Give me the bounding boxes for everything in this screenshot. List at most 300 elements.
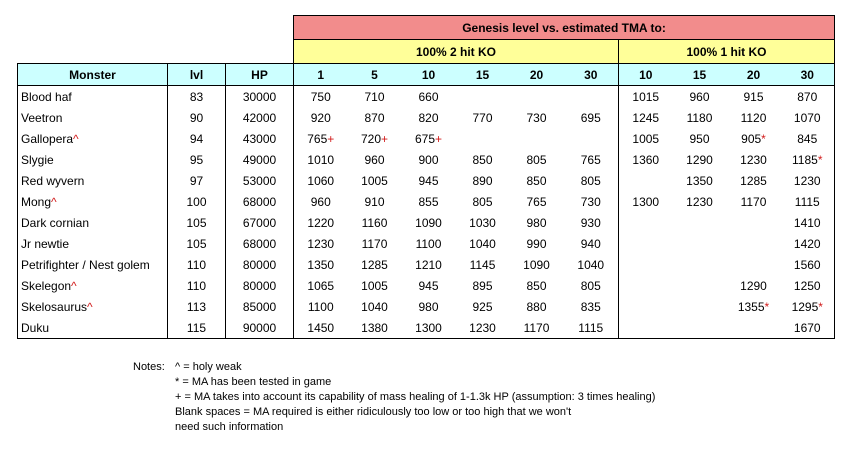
tma-2hit-cell	[510, 296, 564, 317]
cell-value: 110	[186, 257, 207, 272]
lvl-cell	[168, 296, 226, 317]
tma-2hit-cell	[456, 275, 510, 296]
tma-1hit-cell	[727, 191, 781, 212]
lvl-cell	[168, 317, 226, 339]
cell-mark: *	[761, 131, 766, 146]
hp-cell	[226, 296, 294, 317]
cell-value: 67000	[242, 215, 277, 230]
cell-value: 1210	[415, 257, 442, 272]
cell-value: 675	[414, 131, 435, 146]
tma-2hit-cell	[294, 86, 348, 108]
tma-1hit-cell	[781, 254, 835, 275]
monster-name-cell	[18, 254, 168, 275]
hp-cell	[226, 86, 294, 108]
cell-value: 880	[526, 299, 547, 314]
tma-1hit-cell	[673, 296, 727, 317]
tma-2hit-cell	[402, 191, 456, 212]
tma-1hit-cell	[727, 254, 781, 275]
tma-1hit-cell	[727, 212, 781, 233]
cell-value: 900	[418, 152, 439, 167]
cell-value: 1060	[307, 173, 335, 188]
cell-value: 1180	[686, 110, 713, 125]
monster-name-cell	[18, 212, 168, 233]
col-header-2hit-20: 20	[510, 64, 564, 86]
cell-mark: +	[381, 131, 389, 146]
tma-1hit-cell	[673, 149, 727, 170]
tma-2hit-cell	[564, 212, 619, 233]
cell-value: 1090	[415, 215, 442, 230]
cell-value: 1245	[632, 110, 660, 125]
lvl-cell	[168, 170, 226, 191]
tma-1hit-cell	[619, 233, 673, 254]
cell-value: 1115	[578, 320, 604, 335]
cell-value: 820	[418, 110, 439, 125]
monster-name-cell	[18, 317, 168, 339]
cell-value: 960	[689, 89, 710, 104]
tma-1hit-cell	[781, 86, 835, 108]
tma-1hit-cell	[673, 233, 727, 254]
spreadsheet-table-wrapper	[17, 15, 835, 339]
tma-1hit-cell	[673, 86, 727, 108]
table-row	[18, 191, 835, 212]
cell-value: 1040	[469, 236, 496, 251]
tma-2hit-cell	[402, 86, 456, 108]
cell-value: 850	[526, 173, 547, 188]
cell-value: 1115	[794, 194, 820, 209]
cell-value: 1030	[469, 215, 496, 230]
tma-2hit-cell	[348, 191, 402, 212]
tma-1hit-cell	[781, 317, 835, 339]
group-title: Genesis level vs. estimated TMA to:	[294, 16, 835, 40]
tma-1hit-cell	[673, 128, 727, 149]
cell-value: 990	[526, 236, 547, 251]
tma-1hit-cell	[781, 128, 835, 149]
cell-value: 80000	[242, 278, 277, 293]
tma-1hit-cell	[727, 86, 781, 108]
tma-2hit-cell	[456, 170, 510, 191]
cell-value: 805	[580, 278, 601, 293]
monster-name-cell	[18, 86, 168, 108]
cell-value: Petrifighter / Nest golem	[21, 257, 150, 272]
tma-2hit-cell	[510, 275, 564, 296]
cell-value: 1290	[740, 278, 767, 293]
cell-value: 730	[580, 194, 601, 209]
tma-2hit-cell	[456, 191, 510, 212]
table-row	[18, 107, 835, 128]
cell-value: 805	[580, 173, 601, 188]
cell-value: 1295	[791, 299, 819, 314]
tma-2hit-cell	[402, 275, 456, 296]
tma-2hit-cell	[456, 296, 510, 317]
cell-value: 105	[186, 215, 207, 230]
hp-cell	[226, 212, 294, 233]
tma-1hit-cell	[619, 191, 673, 212]
cell-value: 980	[418, 299, 439, 314]
cell-value: 805	[526, 152, 547, 167]
cell-value: 960	[310, 194, 331, 209]
tma-1hit-cell	[619, 170, 673, 191]
cell-value: 1285	[740, 173, 767, 188]
tma-2hit-cell	[456, 149, 510, 170]
cell-value: 1360	[632, 152, 660, 167]
tma-1hit-cell	[727, 128, 781, 149]
cell-value: 1160	[361, 215, 388, 230]
tma-2hit-cell	[456, 233, 510, 254]
tma-2hit-cell	[294, 212, 348, 233]
table-row	[18, 233, 835, 254]
cell-value: Mong	[21, 194, 52, 209]
table-row	[18, 296, 835, 317]
tma-2hit-cell	[294, 191, 348, 212]
tma-2hit-cell	[294, 317, 348, 339]
lvl-cell	[168, 107, 226, 128]
cell-value: 890	[472, 173, 493, 188]
cell-value: 1250	[793, 278, 821, 293]
cell-value: 90	[189, 110, 204, 125]
cell-value: 765	[526, 194, 547, 209]
tma-1hit-cell	[727, 296, 781, 317]
col-header-2hit-30: 30	[564, 64, 619, 86]
cell-value: Skelosaurus	[21, 299, 88, 314]
tma-2hit-cell	[564, 254, 619, 275]
tma-1hit-cell	[619, 212, 673, 233]
table-row	[18, 149, 835, 170]
tma-2hit-cell	[456, 107, 510, 128]
col-header-lvl: lvl	[168, 64, 226, 86]
cell-value: Skelegon	[21, 278, 72, 293]
tma-2hit-cell	[456, 254, 510, 275]
lvl-cell	[168, 149, 226, 170]
cell-value: 85000	[242, 299, 277, 314]
hp-cell	[226, 275, 294, 296]
lvl-cell	[168, 233, 226, 254]
tma-1hit-cell	[619, 128, 673, 149]
cell-value: 1560	[793, 257, 821, 272]
cell-mark: *	[818, 299, 823, 314]
hp-cell	[226, 317, 294, 339]
tma-2hit-cell	[564, 128, 619, 149]
cell-value: 100	[186, 194, 207, 209]
tma-2hit-cell	[456, 128, 510, 149]
lvl-cell	[168, 128, 226, 149]
cell-value: 94	[189, 131, 204, 146]
cell-value: 1350	[307, 257, 335, 272]
tma-2hit-cell	[348, 275, 402, 296]
tma-2hit-cell	[510, 149, 564, 170]
tma-2hit-cell	[294, 128, 348, 149]
cell-value: Jr newtie	[21, 236, 70, 251]
tma-2hit-cell	[510, 233, 564, 254]
tma-1hit-cell	[673, 275, 727, 296]
cell-value: Duku	[21, 320, 50, 335]
tma-2hit-cell	[564, 233, 619, 254]
cell-value: 1015	[632, 89, 660, 104]
col-header-1hit-30: 30	[781, 64, 835, 86]
tma-2hit-cell	[456, 86, 510, 108]
table-row	[18, 86, 835, 108]
hp-cell	[226, 128, 294, 149]
cell-value: 95	[189, 152, 204, 167]
tma-2hit-cell	[456, 317, 510, 339]
table-row	[18, 212, 835, 233]
monster-name-cell	[18, 296, 168, 317]
cell-value: 870	[364, 110, 385, 125]
tma-2hit-cell	[294, 233, 348, 254]
cell-mark: +	[435, 131, 443, 146]
tma-2hit-cell	[348, 254, 402, 275]
lvl-cell	[168, 191, 226, 212]
cell-value: 1420	[793, 236, 821, 251]
tma-2hit-cell	[510, 317, 564, 339]
cell-value: 920	[310, 110, 331, 125]
cell-value: 1005	[361, 173, 388, 188]
cell-value: 850	[472, 152, 493, 167]
cell-value: 950	[689, 131, 710, 146]
tma-1hit-cell	[781, 212, 835, 233]
cell-value: Veetron	[21, 110, 63, 125]
cell-value: 930	[580, 215, 601, 230]
cell-value: 1230	[686, 194, 713, 209]
hp-cell	[226, 191, 294, 212]
cell-value: 925	[472, 299, 493, 314]
tma-2hit-cell	[402, 170, 456, 191]
tma-2hit-cell	[402, 233, 456, 254]
cell-mark: ^	[87, 299, 93, 314]
tma-2hit-cell	[510, 86, 564, 108]
cell-value: 980	[526, 215, 547, 230]
table-row	[18, 317, 835, 339]
cell-mark: *	[817, 152, 823, 167]
cell-value: 870	[797, 89, 818, 104]
cell-value: 1350	[686, 173, 713, 188]
tma-2hit-cell	[510, 170, 564, 191]
tma-2hit-cell	[348, 86, 402, 108]
tma-2hit-cell	[348, 233, 402, 254]
tma-1hit-cell	[619, 296, 673, 317]
cell-value: 1005	[361, 278, 388, 293]
tma-2hit-cell	[348, 296, 402, 317]
col-header-1hit-20: 20	[727, 64, 781, 86]
tma-2hit-cell	[402, 212, 456, 233]
cell-value: 83	[189, 89, 204, 104]
tma-2hit-cell	[294, 170, 348, 191]
subheader-2-hit-ko: 100% 2 hit KO	[294, 40, 619, 64]
tma-1hit-cell	[673, 212, 727, 233]
tma-2hit-cell	[564, 191, 619, 212]
cell-value: Gallopera	[21, 131, 74, 146]
cell-value: 1290	[686, 152, 713, 167]
cell-value: 1040	[577, 257, 605, 272]
cell-value: 1170	[740, 194, 767, 209]
cell-value: 850	[526, 278, 547, 293]
cell-value: 915	[743, 89, 764, 104]
cell-value: Red wyvern	[21, 173, 85, 188]
tma-2hit-cell	[294, 296, 348, 317]
tma-2hit-cell	[510, 254, 564, 275]
note-line: Blank spaces = MA required is either ridiculously too low or too high that we won't	[175, 406, 572, 418]
cell-value: 1170	[361, 236, 388, 251]
cell-value: 1300	[632, 194, 660, 209]
tma-2hit-cell	[294, 149, 348, 170]
cell-value: 80000	[242, 257, 277, 272]
cell-value: 905	[741, 131, 762, 146]
lvl-cell	[168, 212, 226, 233]
tma-2hit-cell	[564, 317, 619, 339]
cell-value: 1410	[793, 215, 821, 230]
lvl-cell	[168, 86, 226, 108]
cell-value: 910	[364, 194, 385, 209]
monster-name-cell	[18, 233, 168, 254]
cell-value: 855	[418, 194, 439, 209]
tma-1hit-cell	[727, 233, 781, 254]
cell-value: 960	[364, 152, 385, 167]
note-line: need such information	[175, 421, 284, 433]
cell-value: 1065	[307, 278, 335, 293]
tma-1hit-cell	[781, 107, 835, 128]
tma-2hit-cell	[510, 212, 564, 233]
tma-2hit-cell	[564, 86, 619, 108]
table-row	[18, 275, 835, 296]
cell-value: 770	[472, 110, 493, 125]
cell-value: 940	[580, 236, 601, 251]
tma-2hit-cell	[402, 296, 456, 317]
monster-name-cell	[18, 170, 168, 191]
cell-value: 105	[186, 236, 207, 251]
subheader-1-hit-ko: 100% 1 hit KO	[619, 40, 835, 64]
tma-1hit-cell	[781, 275, 835, 296]
col-header-hp: HP	[226, 64, 294, 86]
tma-1hit-cell	[673, 254, 727, 275]
cell-value: 1450	[307, 320, 335, 335]
cell-value: 895	[472, 278, 493, 293]
tma-1hit-cell	[781, 170, 835, 191]
tma-2hit-cell	[402, 107, 456, 128]
cell-value: Slygie	[21, 152, 54, 167]
cell-value: 1355	[737, 299, 765, 314]
tma-2hit-cell	[348, 149, 402, 170]
cell-value: 750	[310, 89, 331, 104]
tma-2hit-cell	[348, 170, 402, 191]
tma-1hit-cell	[727, 149, 781, 170]
cell-value: 90000	[242, 320, 277, 335]
col-header-2hit-1: 1	[294, 64, 348, 86]
notes-label: Notes:	[133, 361, 165, 373]
tma-1hit-cell	[673, 317, 727, 339]
cell-value: 765	[580, 152, 601, 167]
tma-2hit-cell	[294, 254, 348, 275]
tma-1hit-cell	[673, 107, 727, 128]
cell-value: 945	[418, 278, 439, 293]
cell-value: 1005	[632, 131, 660, 146]
cell-value: 115	[186, 320, 207, 335]
tma-1hit-cell	[781, 191, 835, 212]
col-header-1hit-15: 15	[673, 64, 727, 86]
table-row	[18, 170, 835, 191]
monster-name-cell	[18, 107, 168, 128]
cell-value: 765	[307, 131, 328, 146]
cell-value: 42000	[242, 110, 277, 125]
cell-value: 68000	[242, 236, 277, 251]
cell-value: 30000	[242, 89, 277, 104]
cell-value: 97	[189, 173, 204, 188]
tma-1hit-cell	[727, 170, 781, 191]
tma-2hit-cell	[348, 107, 402, 128]
cell-value: 805	[472, 194, 493, 209]
cell-mark: *	[764, 299, 770, 314]
tma-2hit-cell	[564, 149, 619, 170]
tma-1hit-cell	[673, 191, 727, 212]
cell-value: 1100	[415, 236, 442, 251]
cell-value: 1285	[361, 257, 388, 272]
cell-value: 1145	[469, 257, 496, 272]
cell-value: 1185	[792, 152, 818, 167]
cell-value: 49000	[242, 152, 277, 167]
cell-mark: ^	[73, 131, 79, 146]
cell-mark: ^	[51, 194, 57, 209]
tma-1hit-cell	[781, 233, 835, 254]
cell-value: 1230	[793, 173, 821, 188]
tma-2hit-cell	[402, 317, 456, 339]
cell-value: Blood haf	[21, 89, 72, 104]
tma-2hit-cell	[294, 275, 348, 296]
cell-value: 660	[418, 89, 439, 104]
tma-2hit-cell	[564, 275, 619, 296]
cell-value: 1220	[307, 215, 335, 230]
tma-1hit-cell	[727, 317, 781, 339]
cell-value: 1070	[793, 110, 821, 125]
tma-2hit-cell	[510, 191, 564, 212]
monster-name-cell	[18, 191, 168, 212]
cell-value: 53000	[242, 173, 277, 188]
tma-1hit-cell	[781, 296, 835, 317]
col-header-2hit-10: 10	[402, 64, 456, 86]
cell-value: 68000	[242, 194, 277, 209]
tma-1hit-cell	[727, 107, 781, 128]
cell-value: 113	[186, 299, 207, 314]
cell-value: 1380	[361, 320, 388, 335]
table-row	[18, 254, 835, 275]
tma-2hit-cell	[564, 107, 619, 128]
note-line: + = MA takes into account its capability of mass healing of 1-1.3k HP (assumption: 3 times healing)	[175, 391, 656, 403]
hp-cell	[226, 149, 294, 170]
lvl-cell	[168, 254, 226, 275]
cell-value: 1120	[740, 110, 767, 125]
tma-table	[17, 15, 835, 339]
note-line: ^ = holy weak	[175, 361, 242, 373]
tma-2hit-cell	[402, 149, 456, 170]
cell-value: 835	[580, 299, 601, 314]
cell-value: 1300	[415, 320, 442, 335]
tma-2hit-cell	[348, 212, 402, 233]
cell-value: 1230	[469, 320, 496, 335]
tma-2hit-cell	[456, 212, 510, 233]
cell-value: 1090	[523, 257, 550, 272]
cell-value: 710	[364, 89, 385, 104]
tma-2hit-cell	[510, 128, 564, 149]
cell-value: 720	[360, 131, 381, 146]
cell-value: 1230	[740, 152, 767, 167]
monster-name-cell	[18, 149, 168, 170]
tma-2hit-cell	[348, 128, 402, 149]
cell-value: 845	[797, 131, 818, 146]
tma-2hit-cell	[402, 128, 456, 149]
cell-value: 1230	[307, 236, 335, 251]
lvl-cell	[168, 275, 226, 296]
tma-1hit-cell	[619, 86, 673, 108]
monster-name-cell	[18, 128, 168, 149]
tma-1hit-cell	[619, 149, 673, 170]
hp-cell	[226, 254, 294, 275]
